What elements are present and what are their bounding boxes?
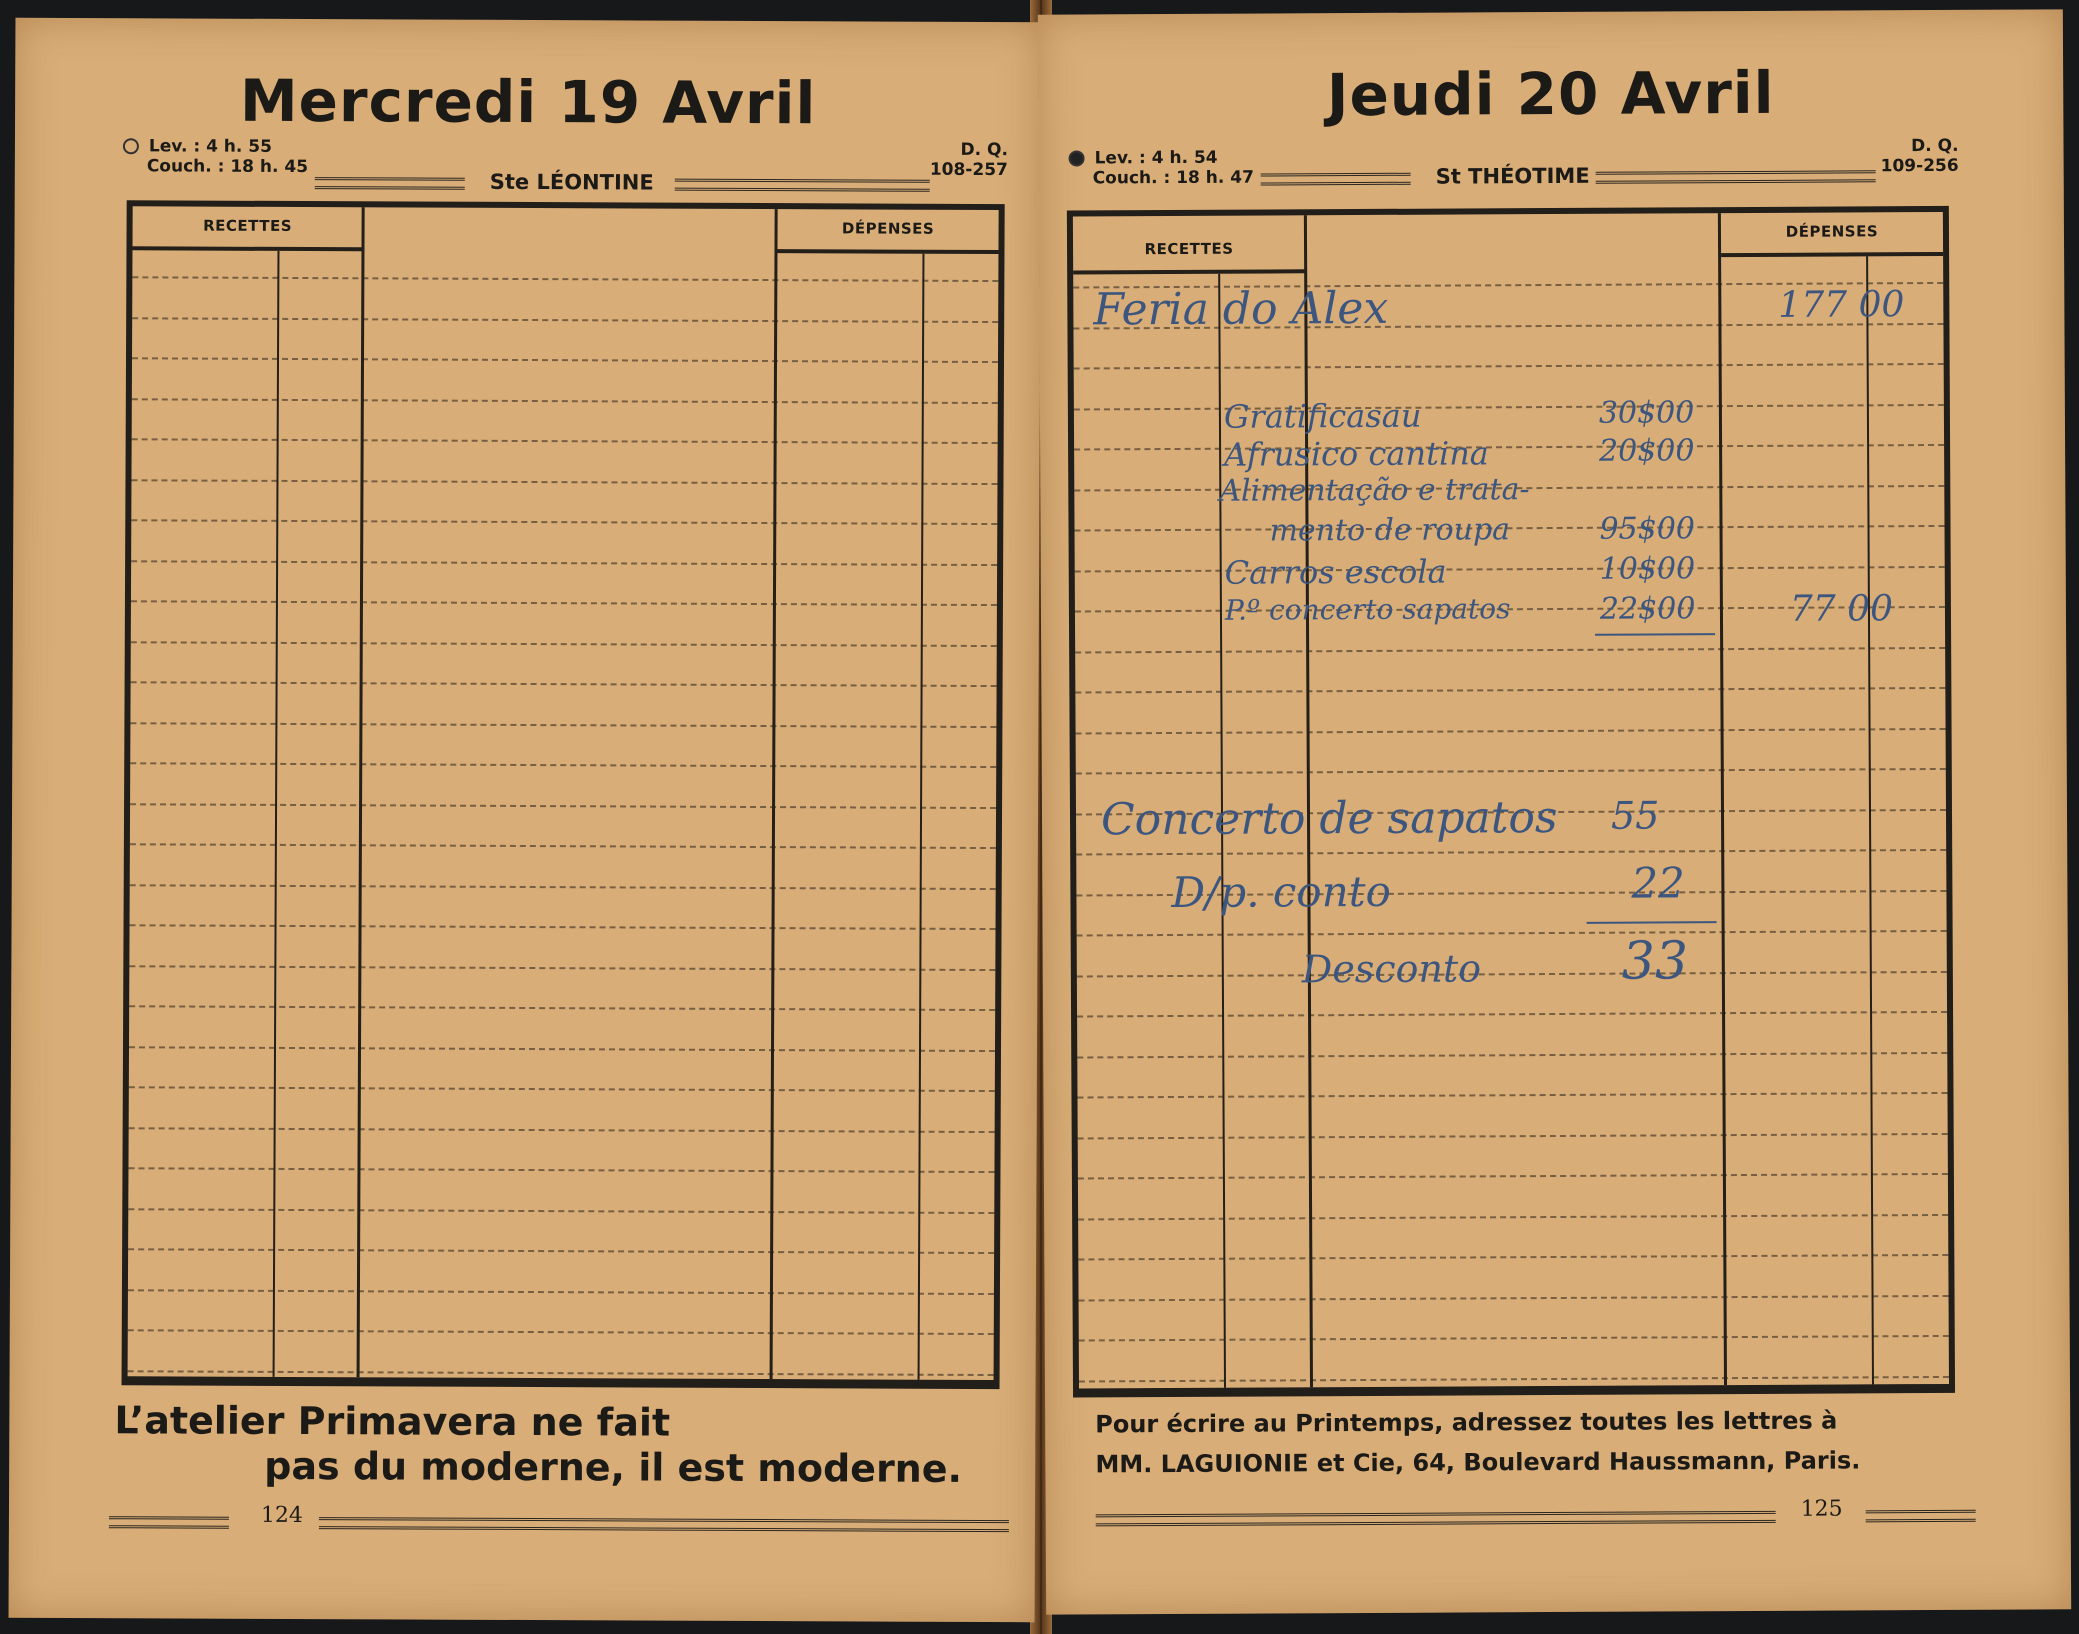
ledger-rule-line xyxy=(128,1248,994,1254)
double-rule xyxy=(319,1517,1009,1532)
ledger-rule-line xyxy=(130,762,996,768)
ledger-rule-line xyxy=(1077,970,1947,977)
sun-icon xyxy=(1069,150,1085,166)
ledger-rule-line xyxy=(130,924,996,930)
double-rule xyxy=(1866,1510,1976,1523)
saint-name: St THÉOTIME xyxy=(1435,163,1590,189)
day-count: 108-257 xyxy=(929,159,1008,181)
saint-row xyxy=(315,169,935,196)
note-label: Concerto de sapatos xyxy=(1100,791,1558,846)
expense-item-label: Gratificasau xyxy=(1223,396,1422,436)
double-rule xyxy=(675,179,930,192)
expense-item-label: Alimentação e trata- xyxy=(1219,472,1530,509)
ledger-rule-line xyxy=(1074,444,1944,451)
ledger-rule-line xyxy=(130,722,996,728)
ledger-rule-line xyxy=(1078,1254,1948,1261)
ledger-rule-line xyxy=(130,803,996,809)
day-title: Jeudi 20 Avril xyxy=(1326,58,1775,130)
expense-item-label: Carros escola xyxy=(1224,552,1447,592)
ledger-rule-line xyxy=(129,965,995,971)
ledger-rule-line xyxy=(131,479,997,485)
ledger-rule-line xyxy=(131,519,997,525)
ledger-rule-line xyxy=(1074,403,1944,410)
ledger-rule-line xyxy=(129,1005,995,1011)
footer-row xyxy=(1096,1496,1976,1529)
expense-item-amount: 20$00 xyxy=(1599,433,1695,469)
ledger-rule-line xyxy=(132,317,998,323)
page-number: 124 xyxy=(260,1502,304,1529)
moon-phase-label: D. Q. xyxy=(960,139,1009,161)
ledger-rule-line xyxy=(1077,1011,1947,1018)
ledger-rule-line xyxy=(1078,1132,1948,1139)
expense-item-label: mento de roupa xyxy=(1269,512,1511,549)
ledger-rule-line xyxy=(1078,1173,1948,1180)
saint-row xyxy=(1261,162,1881,189)
note-amount: 22 xyxy=(1631,858,1685,908)
column-divider xyxy=(1718,213,1727,1385)
note-amount: 55 xyxy=(1610,793,1660,838)
recettes-header: RECETTES xyxy=(1073,229,1305,274)
ledger-rule-line xyxy=(1076,849,1946,856)
ledger-table xyxy=(122,200,1005,1389)
saint-name: Ste LÉONTINE xyxy=(489,169,654,195)
recettes-header: RECETTES xyxy=(132,206,362,251)
expense-item-label: P.º concerto sapatos xyxy=(1224,592,1511,627)
day-title: Mercredi 19 Avril xyxy=(239,66,817,138)
column-divider xyxy=(770,209,778,1379)
footer-line-1: Pour écrire au Printemps, adressez toutes les lettres à xyxy=(1095,1406,1838,1439)
slogan-line-2: pas du moderne, il est moderne. xyxy=(264,1443,963,1491)
subtraction-line xyxy=(1587,921,1717,924)
total-expense-amount: 77 00 xyxy=(1789,588,1894,630)
moon-phase xyxy=(1880,136,1958,176)
total-underline xyxy=(1595,633,1715,636)
sunrise-time: Lev. : 4 h. 55 xyxy=(148,136,273,157)
double-rule xyxy=(109,1516,229,1529)
sunrise-time: Lev. : 4 h. 54 xyxy=(1094,147,1218,169)
double-rule xyxy=(1096,1511,1776,1527)
ledger-rule-line xyxy=(131,600,997,606)
sun-times xyxy=(123,136,308,177)
ledger-rule-line xyxy=(1075,565,1945,572)
day-count: 109-256 xyxy=(1880,155,1959,177)
left-page xyxy=(9,18,1042,1622)
ledger-rule-line xyxy=(131,641,997,647)
ledger-rule-line xyxy=(129,1086,995,1092)
sun-icon xyxy=(123,138,139,154)
handwritten-heading: Feria do Alex xyxy=(1093,282,1389,336)
ledger-rule-line xyxy=(1079,1294,1949,1301)
ledger-rule-line xyxy=(1075,646,1945,653)
ledger-rule-line xyxy=(1077,930,1947,937)
ledger-rule-line xyxy=(128,1329,994,1335)
ledger-rule-line xyxy=(1078,1213,1948,1220)
ledger-rule-line xyxy=(1077,1092,1947,1099)
note-amount: 33 xyxy=(1621,931,1689,992)
ledger-rule-line xyxy=(128,1208,994,1214)
slogan-line-1: L’atelier Primavera ne fait xyxy=(114,1398,671,1445)
ledger-rule-line xyxy=(132,398,998,404)
column-divider xyxy=(357,207,365,1377)
ledger-rule-line xyxy=(128,1167,994,1173)
sunset-time: Couch. : 18 h. 45 xyxy=(146,156,309,178)
footer-line-2: MM. LAGUIONIE et Cie, 64, Boulevard Haussmann, Paris. xyxy=(1095,1446,1861,1479)
expense-item-amount: 22$00 xyxy=(1599,591,1696,627)
expense-item-label: Afrusico cantina xyxy=(1224,434,1489,474)
ledger-rule-line xyxy=(1076,768,1946,775)
footer-row xyxy=(109,1502,1009,1534)
depenses-header: DÉPENSES xyxy=(1721,212,1943,257)
page-number: 125 xyxy=(1800,1496,1843,1522)
ledger-rule-line xyxy=(128,1370,994,1376)
ledger-rule-line xyxy=(131,560,997,566)
sun-times xyxy=(1069,148,1254,189)
sunset-time: Couch. : 18 h. 47 xyxy=(1092,167,1254,189)
note-label: Desconto xyxy=(1301,946,1482,992)
right-page xyxy=(1038,9,2071,1614)
expense-item-amount: 30$00 xyxy=(1598,395,1695,431)
ledger-rule-line xyxy=(130,884,996,890)
ledger-rule-line xyxy=(129,1127,995,1133)
ledger-rule-line xyxy=(132,438,998,444)
expense-item-amount: 10$00 xyxy=(1599,551,1696,587)
ledger-rule-line xyxy=(132,357,998,363)
expense-item-amount: 95$00 xyxy=(1599,511,1696,547)
ledger-rule-line xyxy=(1074,363,1944,370)
ledger-rule-line xyxy=(1079,1335,1949,1342)
ledger-rule-line xyxy=(1076,727,1946,734)
moon-phase-label: D. Q. xyxy=(1911,135,1959,157)
ledger-rule-line xyxy=(132,276,998,282)
ledger-rule-line xyxy=(1079,1375,1949,1382)
double-rule xyxy=(1261,173,1411,186)
double-rule xyxy=(1596,170,1876,183)
ledger-rule-line xyxy=(130,843,996,849)
ledger-rule-line xyxy=(131,681,997,687)
note-label: D/p. conto xyxy=(1171,866,1391,918)
ledger-rule-line xyxy=(1075,687,1945,694)
ledger-table xyxy=(1067,206,1955,1398)
moon-phase xyxy=(930,140,1008,180)
depenses-header: DÉPENSES xyxy=(777,209,998,254)
ledger-rule-line xyxy=(129,1046,995,1052)
double-rule xyxy=(315,177,465,190)
handwritten-amount: 177 00 xyxy=(1778,284,1905,326)
ledger-rule-line xyxy=(1077,1051,1947,1058)
ledger-rule-line xyxy=(128,1289,994,1295)
